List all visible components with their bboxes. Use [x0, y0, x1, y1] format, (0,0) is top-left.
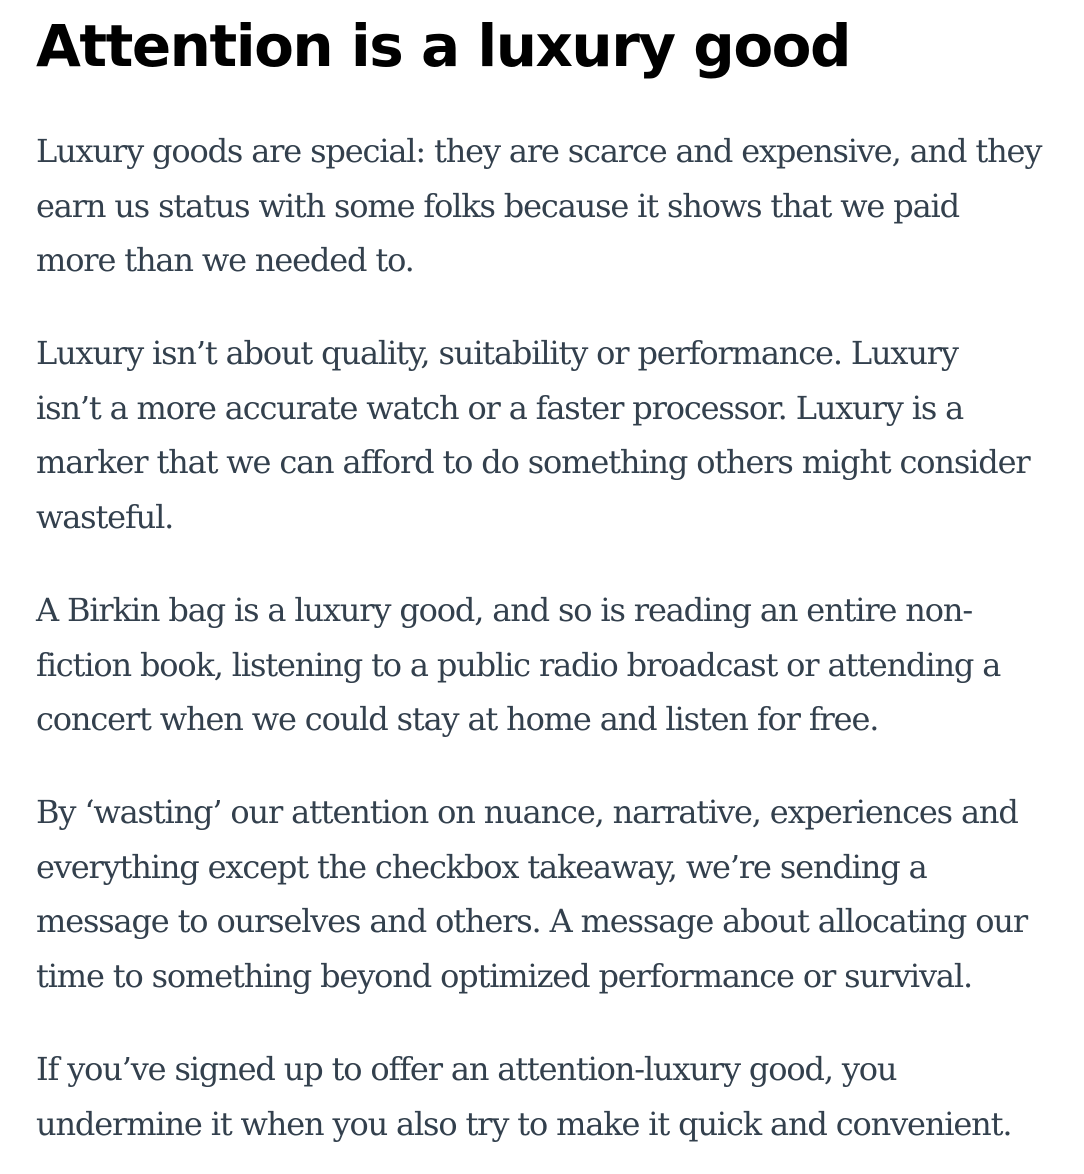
paragraph-line: earn us status with some folks because it shows that we paid	[36, 186, 959, 225]
paragraph-line: A Birkin bag is a luxury good, and so is reading an entire non-	[36, 591, 973, 629]
paragraph-4	[36, 785, 1066, 1003]
paragraph-line: message to ourselves and others. A message about allocating our	[36, 902, 1027, 940]
paragraph-line: more than we needed to.	[36, 241, 414, 279]
article-title: Attention is a luxury good	[36, 12, 851, 80]
paragraph-line: marker that we can afford to do something others might consider	[36, 443, 1030, 481]
paragraph-line: fiction book, listening to a public radio broadcast or attending a	[36, 645, 1001, 684]
paragraph-line: concert when we could stay at home and listen for free.	[36, 700, 879, 738]
paragraph-line: If you’ve signed up to offer an attention-luxury good, you	[36, 1050, 897, 1088]
paragraph-2	[36, 326, 1066, 544]
paragraph-line: By ‘wasting’ our attention on nuance, narrative, experiences and	[36, 793, 1018, 831]
paragraph-line: Luxury goods are special: they are scarce and expensive, and they	[36, 132, 1042, 170]
paragraph-5	[36, 1042, 1066, 1151]
paragraph-line: isn’t a more accurate watch or a faster processor. Luxury is a	[36, 388, 964, 427]
paragraph-line: everything except the checkbox takeaway, we’re sending a	[36, 847, 927, 886]
paragraph-line: undermine it when you also try to make it quick and convenient.	[36, 1104, 1012, 1143]
paragraph-1	[36, 124, 1066, 288]
paragraph-line: wasteful.	[36, 497, 174, 536]
paragraph-line: Luxury isn’t about quality, suitability or performance. Luxury	[36, 334, 958, 372]
paragraph-3	[36, 583, 1066, 747]
paragraph-line: time to something beyond optimized performance or survival.	[36, 956, 972, 995]
